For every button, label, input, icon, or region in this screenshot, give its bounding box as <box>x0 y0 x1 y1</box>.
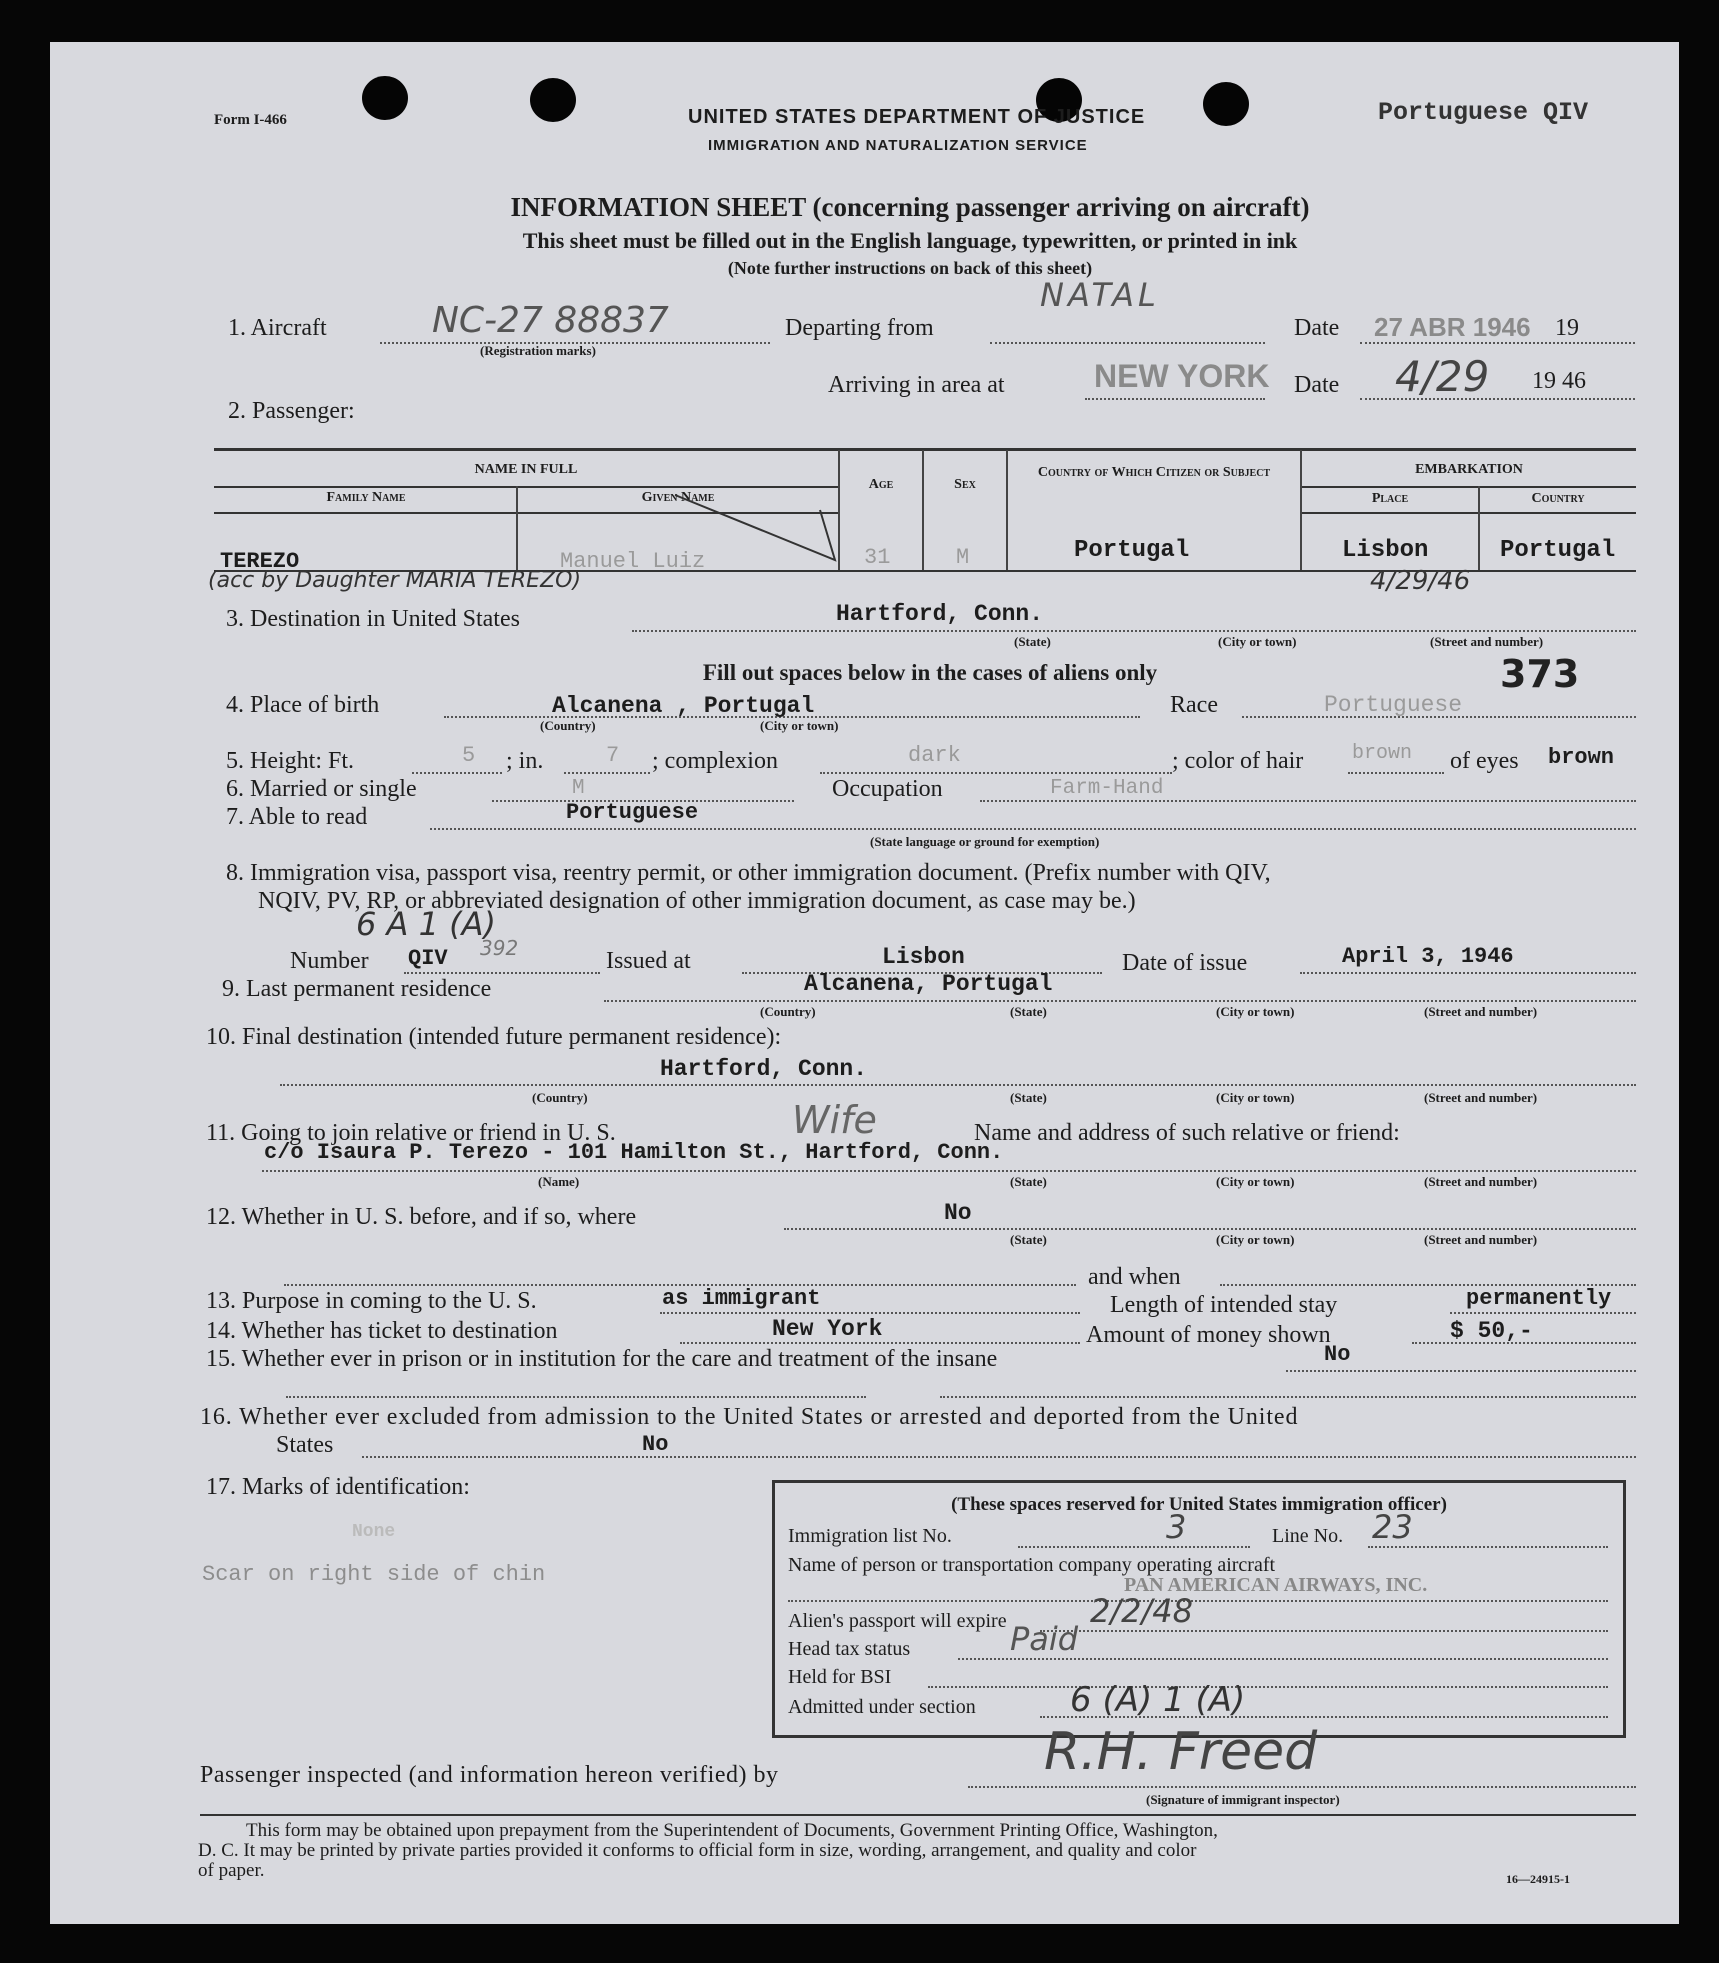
form-number: Form I-466 <box>214 112 287 128</box>
embark-place-value[interactable]: Lisbon <box>1342 537 1429 564</box>
height-in-label: ; in. <box>506 748 544 774</box>
date-label: Date <box>1294 315 1340 341</box>
family-name-header: Family Name <box>326 490 406 505</box>
occupation-field-line <box>980 800 1636 802</box>
class-stamp: Portuguese QIV <box>1378 98 1589 127</box>
stay-value[interactable]: permanently <box>1466 1286 1612 1311</box>
marital-label: 6. Married or single <box>226 776 417 802</box>
line-no-value[interactable]: 23 <box>1372 1508 1413 1546</box>
immigration-list-label: Immigration list No. <box>788 1525 952 1547</box>
arriving-value[interactable]: NEW YORK <box>1094 358 1270 394</box>
embarkation-header: EMBARKATION <box>1415 462 1523 477</box>
footer-text: This form may be obtained upon prepayment from the Superintendent of Documents, Government Printing Office, Washington, <box>246 1820 1218 1841</box>
passport-expire-line <box>1040 1630 1608 1632</box>
citizen-country-header: Country of Which Citizen or Subject <box>1037 465 1271 480</box>
strike-mark <box>670 490 850 570</box>
visa-number-value[interactable]: QIV <box>408 946 448 971</box>
height-in-line <box>564 772 650 774</box>
read-value[interactable]: Portuguese <box>566 800 699 825</box>
race-value[interactable]: Portuguese <box>1324 692 1463 718</box>
section-label: Admitted under section <box>788 1696 976 1718</box>
hair-label: ; color of hair <box>1172 748 1304 774</box>
excluded-value[interactable]: No <box>642 1432 669 1457</box>
country-caption: (Country) <box>540 718 596 733</box>
purpose-label: 13. Purpose in coming to the U. S. <box>206 1288 537 1314</box>
table-rule <box>1302 512 1636 514</box>
stay-label: Length of intended stay <box>1110 1292 1338 1318</box>
table-rule <box>214 486 839 488</box>
held-bsi-line <box>928 1686 1608 1688</box>
family-name-value[interactable]: TEREZO <box>220 549 300 574</box>
street-caption: (Street and number) <box>1424 1174 1538 1189</box>
money-value[interactable]: $ 50,- <box>1450 1318 1533 1344</box>
sex-header: Sex <box>954 477 976 492</box>
sequence-number: 373 <box>1500 652 1580 696</box>
city-caption: (City or town) <box>1216 1232 1295 1247</box>
city-caption: (City or town) <box>1216 1090 1295 1105</box>
ticket-field-line <box>680 1342 1080 1344</box>
city-caption: (City or town) <box>1216 1174 1295 1189</box>
height-label: 5. Height: Ft. <box>226 748 355 774</box>
residence-value[interactable]: Alcanena, Portugal <box>804 971 1053 997</box>
form-title: INFORMATION SHEET (concerning passenger arriving on aircraft) <box>510 192 1310 222</box>
line-no-line <box>1368 1546 1608 1548</box>
table-column-divider <box>922 450 924 570</box>
final-destination-line <box>280 1084 1636 1086</box>
immigration-list-line <box>1018 1546 1250 1548</box>
state-caption: (State) <box>1010 1174 1047 1189</box>
arrival-date-label: Date <box>1294 372 1340 398</box>
read-field-line <box>430 828 1636 830</box>
purpose-field-line <box>660 1312 1080 1314</box>
section-value[interactable]: 6 (A) 1 (A) <box>1070 1680 1246 1720</box>
arrival-date[interactable]: 4/29 <box>1395 352 1490 401</box>
state-caption: (State) <box>1014 634 1051 649</box>
birthplace-label: 4. Place of birth <box>226 692 380 718</box>
marks-label: 17. Marks of identification: <box>206 1474 470 1500</box>
embark-country-value[interactable]: Portugal <box>1500 537 1616 564</box>
given-name-header: Given Name <box>641 490 715 505</box>
inspector-signature[interactable]: R.H. Freed <box>1044 1722 1318 1782</box>
state-caption: (State) <box>1010 1232 1047 1247</box>
excluded-label: 16. Whether ever excluded from admission to the United States or arrested and deported from the United <box>200 1404 1299 1430</box>
street-caption: (Street and number) <box>1424 1232 1538 1247</box>
state-caption: (State) <box>1010 1004 1047 1019</box>
destination-value[interactable]: Hartford, Conn. <box>836 601 1044 627</box>
departure-date[interactable]: 27 ABR 1946 <box>1374 312 1531 342</box>
marks-struck: None <box>352 1522 396 1542</box>
place-header: Place <box>1371 491 1409 506</box>
table-rule <box>1302 486 1636 488</box>
given-name-value[interactable]: Manuel Luiz <box>560 549 706 574</box>
city-caption: (City or town) <box>1216 1004 1295 1019</box>
excluded-field-line <box>362 1456 1636 1458</box>
inspected-by-label: Passenger inspected (and information hereon verified) by <box>200 1762 779 1788</box>
destination-field-line <box>632 630 1636 632</box>
height-ft-line <box>412 772 502 774</box>
company-line <box>788 1600 1608 1602</box>
arrival-year: 19 46 <box>1532 368 1586 394</box>
instruction-note: (Note further instructions on back of this sheet) <box>727 258 1093 278</box>
visa-number-label: Number <box>290 948 369 974</box>
race-label: Race <box>1170 692 1218 718</box>
name-caption: (Name) <box>538 1174 580 1189</box>
prison-label: 15. Whether ever in prison or in institution for the care and treatment of the insane <box>206 1346 998 1372</box>
prison-value[interactable]: No <box>1324 1342 1351 1367</box>
occupation-value[interactable]: Farm-Hand <box>1050 777 1164 800</box>
prison-field-line <box>1286 1370 1636 1372</box>
relative-value[interactable]: c/o Isaura P. Terezo - 101 Hamilton St., Hartford, Conn. <box>264 1140 1004 1165</box>
issued-at-value[interactable]: Lisbon <box>882 944 965 970</box>
footer-rule <box>200 1814 1636 1816</box>
registration-caption: (Registration marks) <box>480 343 596 358</box>
relationship-hand: Wife <box>792 1098 877 1142</box>
table-top-rule <box>214 448 1636 451</box>
height-in-value[interactable]: 7 <box>606 743 620 768</box>
final-destination-value[interactable]: Hartford, Conn. <box>660 1056 868 1082</box>
instruction-line: This sheet must be filled out in the English language, typewritten, or printed in ink <box>522 228 1298 253</box>
marital-value[interactable]: M <box>572 777 585 800</box>
passenger-label: 2. Passenger: <box>228 398 355 424</box>
eyes-label: of eyes <box>1450 748 1519 774</box>
complexion-label: ; complexion <box>652 748 778 774</box>
passport-expire-label: Alien's passport will expire <box>788 1610 1007 1632</box>
final-destination-label: 10. Final destination (intended future permanent residence): <box>206 1024 782 1050</box>
hair-value[interactable]: brown <box>1352 742 1413 765</box>
state-caption: (State) <box>1010 1090 1047 1105</box>
language-caption: (State language or ground for exemption) <box>870 834 1100 849</box>
citizen-country-value[interactable]: Portugal <box>1074 537 1190 564</box>
marks-value[interactable]: Scar on right side of chin <box>202 1562 546 1587</box>
ticket-value[interactable]: New York <box>772 1316 883 1342</box>
visa-number-line <box>404 972 600 974</box>
aliens-only-heading: Fill out spaces below in the cases of aliens only <box>702 660 1158 685</box>
birthplace-value[interactable]: Alcanena , Portugal <box>552 693 815 719</box>
emb-country-header: Country <box>1531 491 1585 506</box>
relative-field-line <box>262 1170 1636 1172</box>
street-caption: (Street and number) <box>1424 1090 1538 1105</box>
and-when-label: and when <box>1088 1264 1181 1290</box>
eyes-value[interactable]: brown <box>1548 745 1615 770</box>
issue-date-line <box>1300 972 1636 974</box>
prison-field-line-2 <box>286 1396 866 1398</box>
aircraft-label: 1. Aircraft <box>228 315 327 341</box>
issue-date-value[interactable]: April 3, 1946 <box>1342 944 1514 969</box>
stay-field-line <box>1450 1312 1636 1314</box>
city-caption: (City or town) <box>760 718 839 733</box>
company-label: Name of person or transportation company operating aircraft <box>788 1554 1276 1576</box>
punch-hole <box>362 76 408 120</box>
visa-instruction-2: NQIV, PV, RP, or abbreviated designation of other immigration document, as case may be.) <box>258 888 1136 914</box>
head-tax-value[interactable]: Paid <box>1010 1620 1079 1658</box>
departing-value[interactable]: NATAL <box>1040 276 1160 314</box>
purpose-value[interactable]: as immigrant <box>662 1286 821 1311</box>
arriving-label: Arriving in area at <box>828 372 1005 398</box>
form-print-code: 16—24915-1 <box>1506 1872 1570 1886</box>
visa-instruction: 8. Immigration visa, passport visa, reentry permit, or other immigration document. (Prefix number with QIV, <box>226 860 1271 886</box>
company-value[interactable]: PAN AMERICAN AIRWAYS, INC. <box>1124 1574 1428 1596</box>
country-caption: (Country) <box>760 1004 816 1019</box>
departing-field-line <box>990 342 1265 344</box>
visa-number-hand: 392 <box>480 936 519 960</box>
aircraft-value[interactable]: NC-27 88837 <box>432 300 669 341</box>
ticket-label: 14. Whether has ticket to destination <box>206 1318 558 1344</box>
punch-hole <box>530 78 576 122</box>
prior-visit-line <box>784 1228 1636 1230</box>
issue-date-label: Date of issue <box>1122 950 1248 976</box>
age-value[interactable]: 31 <box>864 545 891 570</box>
prison-field-line-3 <box>940 1396 1636 1398</box>
line-no-label: Line No. <box>1272 1525 1344 1547</box>
country-caption: (Country) <box>532 1090 588 1105</box>
punch-hole <box>1203 82 1249 126</box>
height-ft-value[interactable]: 5 <box>462 743 476 768</box>
residence-field-line <box>604 1000 1636 1002</box>
arriving-field-line <box>1085 398 1265 400</box>
excluded-label-2: States <box>276 1432 334 1458</box>
annotation-date: 4/29/46 <box>1370 566 1471 596</box>
occupation-label: Occupation <box>832 776 943 802</box>
signature-line <box>968 1786 1636 1788</box>
held-bsi-label: Held for BSI <box>788 1666 892 1688</box>
immigration-list-value[interactable]: 3 <box>1166 1508 1187 1546</box>
complexion-value[interactable]: dark <box>908 743 961 768</box>
footer-text-2: D. C. It may be printed by private parties provided it conforms to official form in size, wording, arrangement, and quality and color <box>198 1840 1197 1861</box>
sex-value[interactable]: M <box>956 545 970 570</box>
service-heading: IMMIGRATION AND NATURALIZATION SERVICE <box>708 137 1088 154</box>
head-tax-label: Head tax status <box>788 1638 911 1660</box>
department-heading: UNITED STATES DEPARTMENT OF JUSTICE <box>688 106 1146 128</box>
visa-handwritten-class: 6 A 1 (A) <box>356 905 496 943</box>
name-in-full-header: NAME IN FULL <box>474 462 578 477</box>
prior-visit-label: 12. Whether in U. S. before, and if so, where <box>206 1204 637 1230</box>
prior-visit-value[interactable]: No <box>944 1200 972 1226</box>
relative-label: 11. Going to join relative or friend in U. S. <box>206 1120 616 1146</box>
departing-label: Departing from <box>785 315 934 341</box>
street-caption: (Street and number) <box>1424 1004 1538 1019</box>
destination-label: 3. Destination in United States <box>226 606 520 632</box>
read-label: 7. Able to read <box>226 804 368 830</box>
issued-at-label: Issued at <box>606 948 691 974</box>
signature-caption: (Signature of immigrant inspector) <box>1146 1792 1340 1807</box>
complexion-line <box>820 772 1172 774</box>
passport-expire-value[interactable]: 2/2/48 <box>1090 1592 1193 1630</box>
city-caption: (City or town) <box>1218 634 1297 649</box>
residence-label: 9. Last permanent residence <box>222 976 492 1002</box>
hair-line <box>1348 772 1444 774</box>
footer-text-3: of paper. <box>198 1860 265 1881</box>
date-year-suffix: 19 <box>1555 315 1579 341</box>
head-tax-line <box>958 1658 1608 1660</box>
age-header: Age <box>868 477 894 492</box>
table-column-divider <box>1006 450 1008 570</box>
relative-address-label: Name and address of such relative or friend: <box>974 1120 1400 1146</box>
street-caption: (Street and number) <box>1430 634 1544 649</box>
officer-box-title: (These spaces reserved for United States immigration officer) <box>951 1494 1447 1515</box>
accompanied-annotation: (acc by Daughter MARIA TEREZO) <box>208 568 582 593</box>
money-label: Amount of money shown <box>1086 1322 1331 1348</box>
